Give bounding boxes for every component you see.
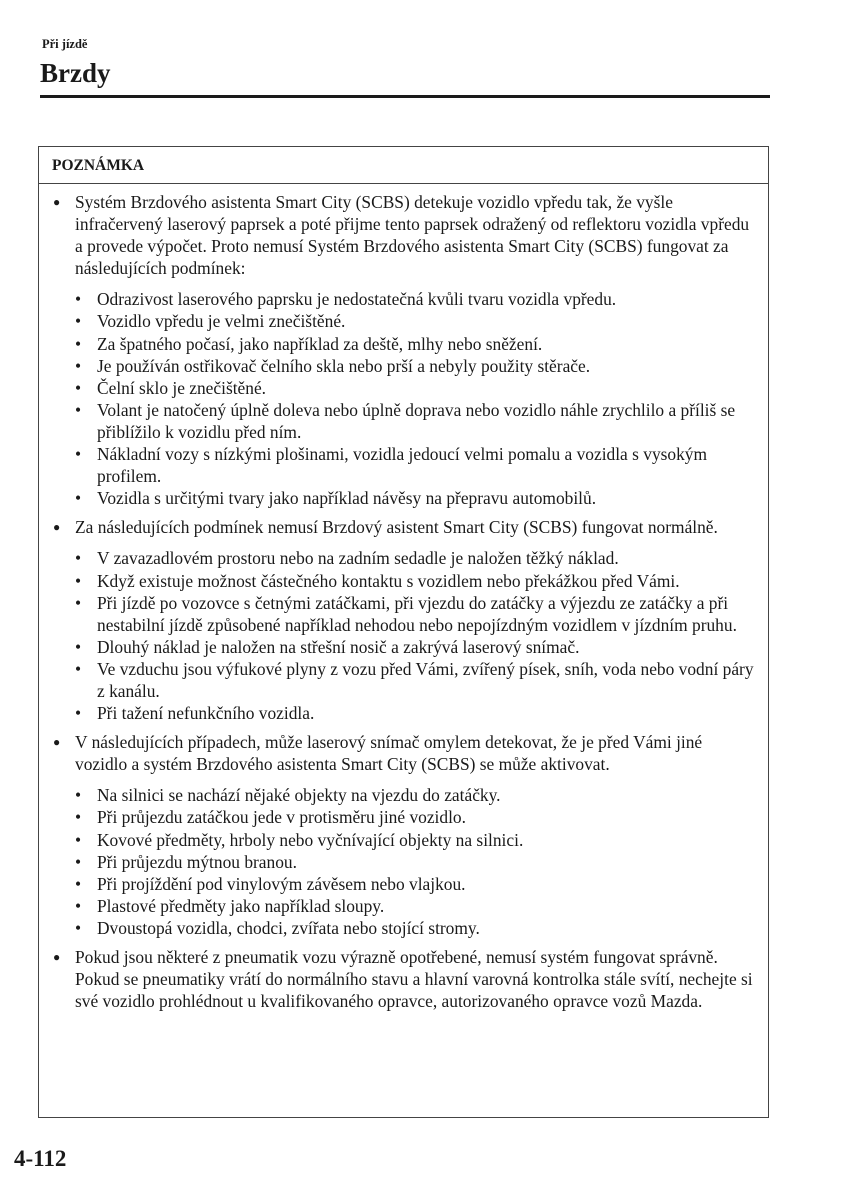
note-bullet-text: Pokud jsou některé z pneumatik vozu výrazně opotřebené, nemusí systém fungovat správně. Pokud se pneumatiky vrátí do normálního stavu a hlavní varovná kontrolka stále svítí, nechejte si své vozidlo prohlédnout u kvalifikovaného opravce, autorizovaného opravce vozů Mazda. bbox=[75, 947, 753, 1012]
sub-bullet-icon: • bbox=[75, 785, 82, 806]
sub-list-item bbox=[75, 895, 758, 917]
title-rule bbox=[40, 95, 770, 98]
note-box bbox=[38, 146, 769, 1118]
note-bullet-text: V následujících případech, může laserový snímač omylem detekovat, že je před Vámi jiné vozidlo a systém Brzdového asistenta Smart City (SCBS) se může aktivovat. bbox=[75, 732, 703, 775]
section-label: Při jízdě bbox=[42, 37, 88, 51]
sub-list-item-text: Při projíždění pod vinylovým závěsem nebo vlajkou. bbox=[97, 873, 466, 894]
page-number: 4-112 bbox=[14, 1146, 67, 1171]
bullet-dot-icon: ● bbox=[53, 735, 61, 750]
sub-list-item bbox=[75, 547, 758, 569]
note-bullet-text: Systém Brzdového asistenta Smart City (SCBS) detekuje vozidlo vpředu tak, že vyšle infračervený laserový paprsek a poté přijme tento paprsek odražený od reflektoru vozidla vpředu a provede výpočet. Proto nemusí Systém Brzdového asistenta Smart City (SCBS) fungovat za následujících podmínek: bbox=[75, 192, 750, 279]
sub-bullet-icon: • bbox=[75, 548, 82, 569]
sub-bullet-icon: • bbox=[75, 873, 82, 894]
note-bullet bbox=[53, 191, 758, 509]
sub-list-item bbox=[75, 658, 758, 702]
sub-list-item-text: Čelní sklo je znečištěné. bbox=[97, 377, 267, 398]
sub-list-item-text: Vozidlo vpředu je velmi znečištěné. bbox=[97, 311, 346, 332]
sub-list-item bbox=[75, 310, 758, 332]
sub-list-item bbox=[75, 917, 758, 939]
page-title: Brzdy bbox=[40, 58, 111, 88]
sub-list-item bbox=[75, 399, 758, 443]
sub-list-item-text: Vozidla s určitými tvary jako například návěsy na přepravu automobilů. bbox=[97, 488, 597, 509]
sub-list-item-text: Při průjezdu mýtnou branou. bbox=[97, 851, 297, 872]
sub-list-item bbox=[75, 487, 758, 509]
sub-list-item-text: Dvoustopá vozidla, chodci, zvířata nebo stojící stromy. bbox=[97, 917, 480, 938]
sub-list-item bbox=[75, 829, 758, 851]
sub-list-item-text: Nákladní vozy s nízkými plošinami, vozidla jedoucí velmi pomalu a vozidla s vysokým profilem. bbox=[97, 444, 708, 487]
sub-list-item-text: Je používán ostřikovač čelního skla nebo prší a nebyly použity stěrače. bbox=[97, 355, 591, 376]
sub-list-item-text: Při průjezdu zatáčkou jede v protisměru jiné vozidlo. bbox=[97, 807, 466, 828]
sub-list-item bbox=[75, 443, 758, 487]
sub-list-item-text: V zavazadlovém prostoru nebo na zadním sedadle je naložen těžký náklad. bbox=[97, 548, 619, 569]
sub-list-item-text: Za špatného počasí, jako například za deště, mlhy nebo sněžení. bbox=[97, 333, 543, 354]
bullet-dot-icon: ● bbox=[53, 520, 61, 535]
bullet-dot-icon: ● bbox=[53, 950, 61, 964]
sub-list-item-text: Odrazivost laserového paprsku je nedostatečná kvůli tvaru vozidla vpředu. bbox=[97, 289, 617, 310]
sub-list-item bbox=[75, 592, 758, 636]
sub-list-item bbox=[75, 377, 758, 399]
sub-list-item bbox=[75, 333, 758, 355]
sub-list-item bbox=[75, 570, 758, 592]
sub-bullet-icon: • bbox=[75, 355, 82, 376]
sub-list-item-text: Plastové předměty jako například sloupy. bbox=[97, 895, 385, 916]
sub-list bbox=[75, 288, 758, 509]
sub-bullet-icon: • bbox=[75, 592, 82, 613]
sub-bullet-icon: • bbox=[75, 851, 82, 872]
sub-bullet-icon: • bbox=[75, 377, 82, 398]
sub-bullet-icon: • bbox=[75, 311, 82, 332]
note-bullet bbox=[53, 516, 758, 724]
sub-list-item bbox=[75, 288, 758, 310]
sub-bullet-icon: • bbox=[75, 289, 82, 310]
sub-bullet-icon: • bbox=[75, 895, 82, 916]
sub-bullet-icon: • bbox=[75, 703, 82, 724]
note-bullet bbox=[53, 731, 758, 939]
sub-list-item bbox=[75, 636, 758, 658]
note-body bbox=[39, 184, 768, 1012]
sub-bullet-icon: • bbox=[75, 444, 82, 465]
sub-bullet-icon: • bbox=[75, 399, 82, 420]
sub-list-item bbox=[75, 355, 758, 377]
bullet-dot-icon: ● bbox=[53, 195, 61, 209]
sub-list-item-text: Volant je natočený úplně doleva nebo úplně doprava nebo vozidlo náhle zrychlilo a příliš se přiblížilo k vozidlu před ním. bbox=[97, 399, 736, 442]
sub-list bbox=[75, 784, 758, 939]
sub-bullet-icon: • bbox=[75, 570, 82, 591]
sub-bullet-icon: • bbox=[75, 658, 82, 679]
sub-bullet-icon: • bbox=[75, 807, 82, 828]
sub-list-item bbox=[75, 873, 758, 895]
note-header: POZNÁMKA bbox=[39, 147, 768, 184]
sub-bullet-icon: • bbox=[75, 917, 82, 938]
sub-bullet-icon: • bbox=[75, 488, 82, 509]
sub-bullet-icon: • bbox=[75, 829, 82, 850]
sub-list-item-text: Ve vzduchu jsou výfukové plyny z vozu před Vámi, zvířený písek, sníh, voda nebo vodní páry z kanálu. bbox=[97, 658, 754, 701]
note-bullet bbox=[53, 946, 758, 1012]
sub-list-item-text: Na silnici se nachází nějaké objekty na vjezdu do zatáčky. bbox=[97, 785, 501, 806]
sub-bullet-icon: • bbox=[75, 636, 82, 657]
sub-bullet-icon: • bbox=[75, 333, 82, 354]
sub-list-item bbox=[75, 702, 758, 724]
sub-list-item-text: Dlouhý náklad je naložen na střešní nosič a zakrývá laserový snímač. bbox=[97, 636, 580, 657]
sub-list-item bbox=[75, 784, 758, 806]
sub-list-item-text: Kovové předměty, hrboly nebo vyčnívající objekty na silnici. bbox=[97, 829, 524, 850]
sub-list-item-text: Při jízdě po vozovce s četnými zatáčkami, při vjezdu do zatáčky a výjezdu ze zatáčky a při nestabilní jízdě způsobené například nehodou nebo nepojízdným vozidlem v jízdním pruhu. bbox=[97, 592, 737, 635]
sub-list-item-text: Když existuje možnost částečného kontaktu s vozidlem nebo překážkou před Vámi. bbox=[97, 570, 680, 591]
sub-list-item bbox=[75, 851, 758, 873]
sub-list bbox=[75, 547, 758, 724]
sub-list-item-text: Při tažení nefunkčního vozidla. bbox=[97, 703, 315, 724]
sub-list-item bbox=[75, 806, 758, 828]
note-bullet-text: Za následujících podmínek nemusí Brzdový asistent Smart City (SCBS) fungovat normálně. bbox=[75, 517, 718, 538]
